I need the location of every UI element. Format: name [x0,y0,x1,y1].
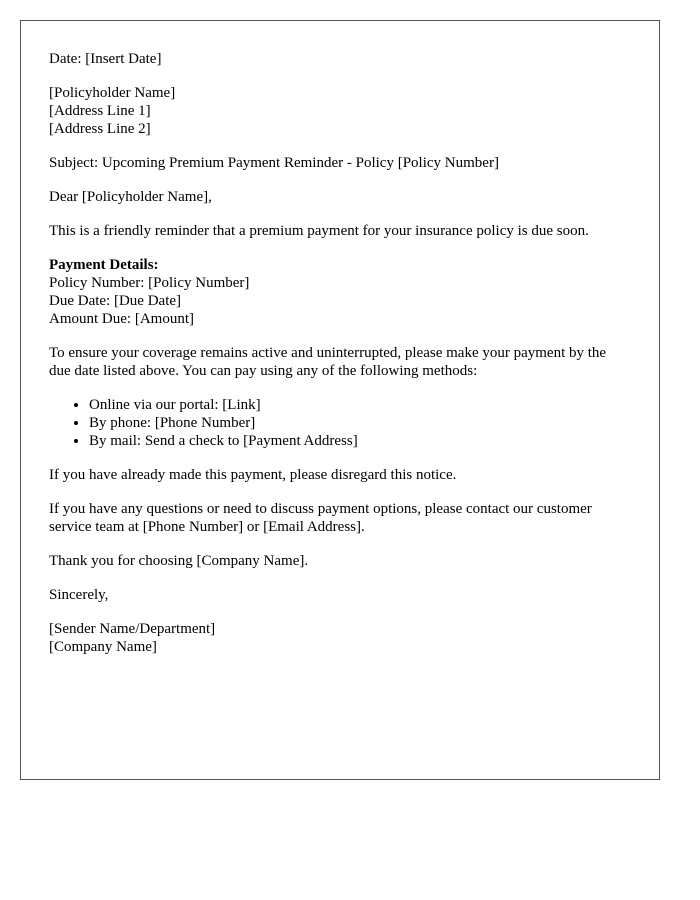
intro-paragraph: This is a friendly reminder that a premium payment for your insurance policy is due soon. [49,223,589,239]
policy-number-line: Policy Number: [Policy Number] [49,275,250,291]
greeting: Dear [Policyholder Name], [49,189,212,205]
sender-name: [Sender Name/Department] [49,621,216,637]
payment-details [49,256,631,328]
instructions-paragraph: To ensure your coverage remains active and uninterrupted, please make your payment by the due date listed above. You can pay using any of the following methods: [49,345,607,379]
address-line-1: [Address Line 1] [49,103,151,119]
address-line-2: [Address Line 2] [49,121,151,137]
due-date-line: Due Date: [Due Date] [49,293,182,309]
contact-paragraph: If you have any questions or need to discuss payment options, please contact our customer service team at [Phone Number] or [Email Address]. [49,501,592,535]
list-item: • By phone: [Phone Number] [89,414,631,432]
payment-methods-list [49,396,631,450]
letter-page [20,20,660,780]
subject-line: Subject: Upcoming Premium Payment Reminder - Policy [Policy Number] [49,155,499,171]
list-item: • Online via our portal: [Link] [89,396,631,414]
date-line: Date: [Insert Date] [49,51,162,67]
signature-block [49,620,631,656]
company-name: [Company Name] [49,639,157,655]
thanks-paragraph: Thank you for choosing [Company Name]. [49,553,309,569]
list-item: • By mail: Send a check to [Payment Address] [89,432,631,450]
recipient-address [49,84,631,138]
amount-due-line: Amount Due: [Amount] [49,311,194,327]
payment-details-heading: Payment Details: [49,257,159,273]
disregard-paragraph: If you have already made this payment, please disregard this notice. [49,467,457,483]
closing: Sincerely, [49,587,109,603]
recipient-name: [Policyholder Name] [49,85,176,101]
